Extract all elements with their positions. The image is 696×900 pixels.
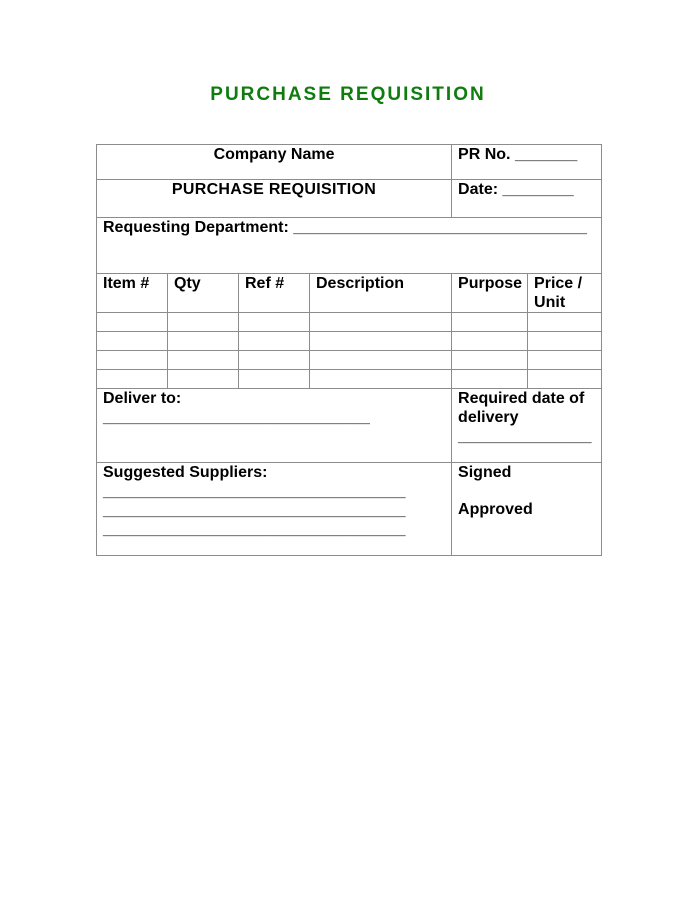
company-name-field[interactable]: Company Name	[97, 145, 452, 180]
purpose-cell[interactable]	[452, 313, 528, 332]
column-header-item: Item #	[97, 274, 168, 313]
table-row	[97, 370, 602, 389]
qty-cell[interactable]	[168, 313, 239, 332]
description-cell[interactable]	[310, 351, 452, 370]
qty-cell[interactable]	[168, 332, 239, 351]
required-date-label: Required date of delivery	[458, 390, 585, 426]
purpose-cell[interactable]	[452, 370, 528, 389]
suggested-suppliers-label: Suggested Suppliers:	[103, 464, 268, 481]
purchase-requisition-form	[96, 144, 602, 556]
column-header-price-unit: Price / Unit	[528, 274, 602, 313]
column-header-description: Description	[310, 274, 452, 313]
item-cell[interactable]	[97, 370, 168, 389]
table-row	[97, 332, 602, 351]
column-header-qty: Qty	[168, 274, 239, 313]
ref-cell[interactable]	[239, 351, 310, 370]
price-cell[interactable]	[528, 332, 602, 351]
suggested-suppliers-field[interactable]	[97, 463, 452, 556]
date-field[interactable]: Date: ________	[452, 180, 602, 218]
item-cell[interactable]	[97, 313, 168, 332]
ref-cell[interactable]	[239, 332, 310, 351]
ref-cell[interactable]	[239, 313, 310, 332]
qty-cell[interactable]	[168, 351, 239, 370]
price-cell[interactable]	[528, 351, 602, 370]
table-row	[97, 351, 602, 370]
description-cell[interactable]	[310, 332, 452, 351]
column-header-ref: Ref #	[239, 274, 310, 313]
required-date-line: _______________	[458, 428, 592, 445]
description-cell[interactable]	[310, 313, 452, 332]
approved-label: Approved	[458, 501, 533, 518]
ref-cell[interactable]	[239, 370, 310, 389]
column-header-purpose: Purpose	[452, 274, 528, 313]
requesting-department-field[interactable]: Requesting Department: _________________________________	[97, 218, 602, 274]
deliver-to-field[interactable]: Deliver to: ______________________________	[97, 389, 452, 463]
price-cell[interactable]	[528, 370, 602, 389]
signature-field[interactable]	[452, 463, 602, 556]
table-row	[97, 313, 602, 332]
supplier-line: __________________________________	[103, 502, 406, 519]
description-cell[interactable]	[310, 370, 452, 389]
supplier-line: __________________________________	[103, 521, 406, 538]
page-title: PURCHASE REQUISITION	[210, 84, 486, 105]
item-cell[interactable]	[97, 351, 168, 370]
purpose-cell[interactable]	[452, 351, 528, 370]
item-cell[interactable]	[97, 332, 168, 351]
price-cell[interactable]	[528, 313, 602, 332]
pr-number-field[interactable]: PR No. _______	[452, 145, 602, 180]
form-heading: PURCHASE REQUISITION	[97, 180, 452, 218]
qty-cell[interactable]	[168, 370, 239, 389]
required-date-field[interactable]	[452, 389, 602, 463]
signed-label: Signed	[458, 464, 512, 481]
supplier-line: __________________________________	[103, 483, 406, 500]
purpose-cell[interactable]	[452, 332, 528, 351]
